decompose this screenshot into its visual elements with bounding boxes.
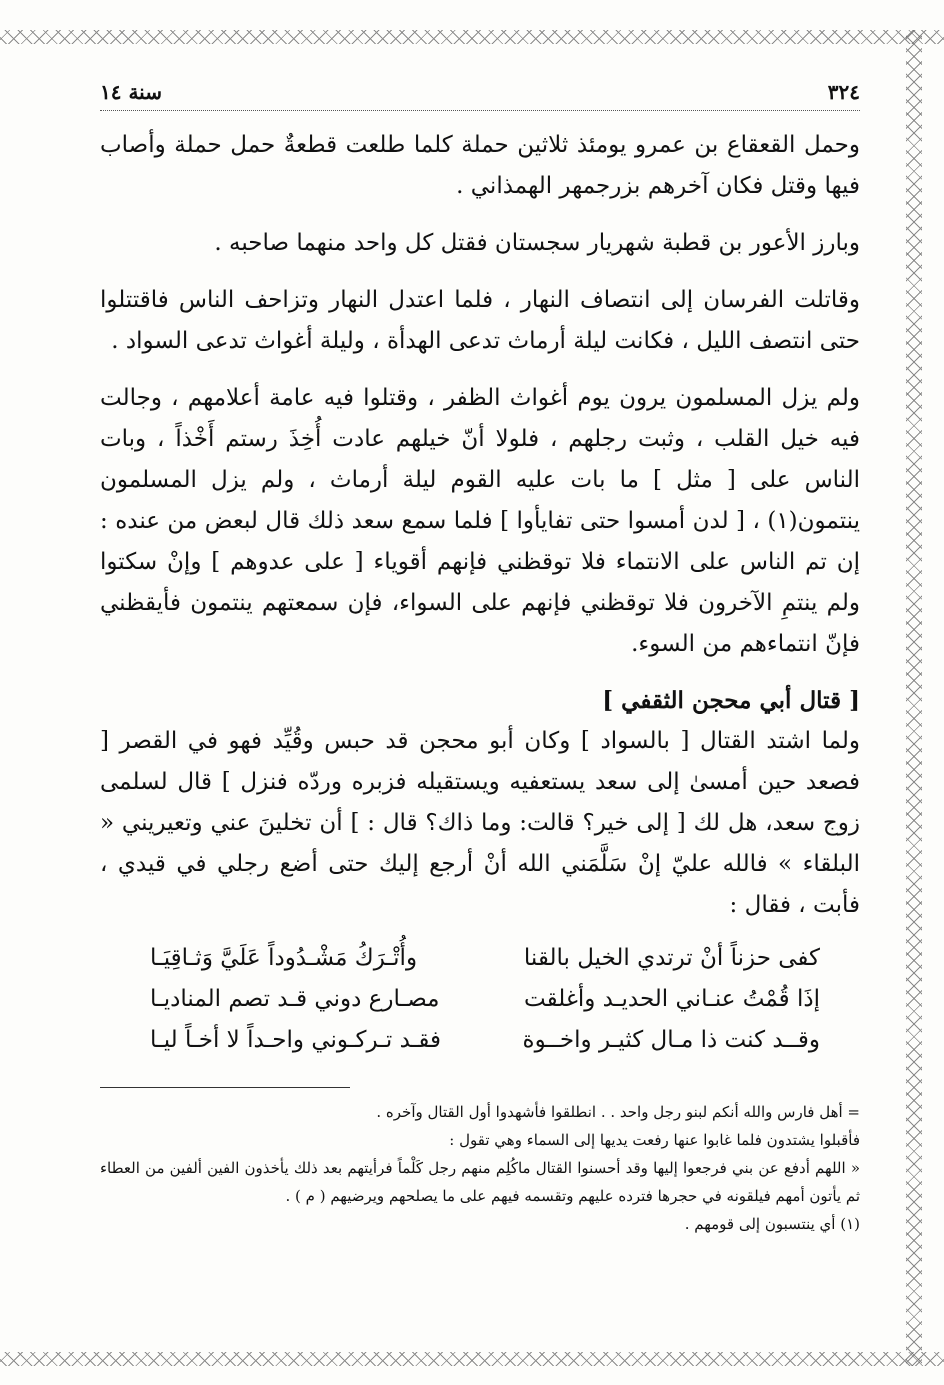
verse-first-hemistich: وقــد كنت ذا مـال كثيـر واخــوة: [522, 1027, 820, 1053]
footnote-divider: [100, 1087, 350, 1088]
poem-verse: [100, 1020, 860, 1061]
top-ornamental-border: [0, 30, 944, 44]
verse-first-hemistich: إذَا قُمْتُ عنـاني الحديـد وأغلقت: [523, 986, 820, 1012]
section-heading: [ قتال أبي محجن الثقفي ]: [602, 687, 860, 714]
verse-second-hemistich: مصـارع دوني قـد تصم المناديـا: [150, 986, 440, 1012]
footnote-line: « اللهم أدفع عن بني فرجعوا إليها وقد أحسنوا القتال ماكُلِم منهم رجل كَلْماً فرأيتهم بعد ذلك يأخذون الفين ألفين من العطاء ثم يأتون أمهم فيلقونه في حجرها فترده عليهم وتقسمه فيهم على ما يصلحهم ويرضيهم ( م ) .: [100, 1159, 860, 1205]
paragraph-2: وبارز الأعور بن قطبة شهريار سجستان فقتل كل واحد منهما صاحبه .: [214, 230, 860, 256]
verse-first-hemistich: كفى حزناً أنْ ترتدي الخيل بالقنا: [523, 945, 820, 971]
footnote-line: = أهل فارس والله أنكم لبنو رجل واحد . . انطلقوا فأشهدوا أول القتال وآخره .: [376, 1103, 860, 1121]
footnote-line: فأقبلوا يشتدون فلما غابوا عنها رفعت يديها إلى السماء وهي تقول :: [449, 1131, 860, 1149]
bottom-ornamental-border: [0, 1352, 944, 1366]
footnote-line: (١) أي ينتسبون إلى قومهم .: [684, 1215, 860, 1233]
poem-verse: [100, 938, 860, 979]
section-paragraph: ولما اشتد القتال [ بالسواد ] وكان أبو محجن قد حبس وقُيِّد فهو في القصر [ فصعد حين أمسىٰ إلى سعد يستعفيه ويستقيله فزبره وردّه فنزل ] قال لسلمى زوج سعد، هل لك [ إلى خير؟ قالت: وما ذاك؟ قال : ] أن تخلينَ عني وتعيريني « البلقاء » فالله عليّ إنْ سَلَّمَني الله أنْ أرجع إليك حتى أضع رجلي في قيدي ، فأبت ، فقال :: [100, 728, 860, 918]
poem-verse: [100, 979, 860, 1020]
verse-second-hemistich: وأُتْـرَكُ مَشْـدُوداً عَلَيَّ وَثـاقِيَـا: [150, 945, 418, 971]
book-page: [100, 80, 860, 1238]
poem: [100, 938, 860, 1061]
paragraph-4: ولم يزل المسلمون يرون يوم أغواث الظفر ، وقتلوا فيه عامة أعلامهم ، وجالت فيه خيل القلب ، وثبت رجلهم ، فلولا أنّ خيلهم عادت أُخِذَ رستم أَخْذاً ، وبات الناس على [ مثل ] ما بات عليه القوم ليلة أرماث ، ولم يزل المسلمون ينتمون(١) ، [ لدن أمسوا حتى تفايأوا ] فلما سمع سعد ذلك قال لبعض من عنده : إن تم الناس على الانتماء فلا توقظني فإنهم أقوياء [ على عدوهم ] وإنْ سكتوا ولم ينتمِ الآخرون فلا توقظني فإنهم على السواء، فإن سمعتهم ينتمون فأيقظني فإنّ انتماءهم من السوء.: [100, 385, 860, 657]
paragraph-3: وقاتلت الفرسان إلى انتصاف النهار ، فلما اعتدل النهار وتزاحف الناس فاقتتلوا حتى انتصف الليل ، فكانت ليلة أرماث تدعى الهدأة ، وليلة أغواث تدعى السواد .: [100, 287, 860, 354]
right-ornamental-border: [906, 30, 922, 1366]
footnotes: [100, 1098, 860, 1238]
page-number: ٣٢٤: [827, 80, 860, 104]
year-label: سنة ١٤: [100, 80, 162, 104]
paragraph-1: وحمل القعقاع بن عمرو يومئذ ثلاثين حملة كلما طلعت قطعةٌ حمل حملة وأصاب فيها وقتل فكان آخرهم بزرجمهر الهمذاني .: [100, 132, 860, 199]
verse-second-hemistich: فقـد تـركـوني واحـداً لا أخـاً ليـا: [150, 1027, 442, 1053]
page-header: [100, 80, 860, 111]
